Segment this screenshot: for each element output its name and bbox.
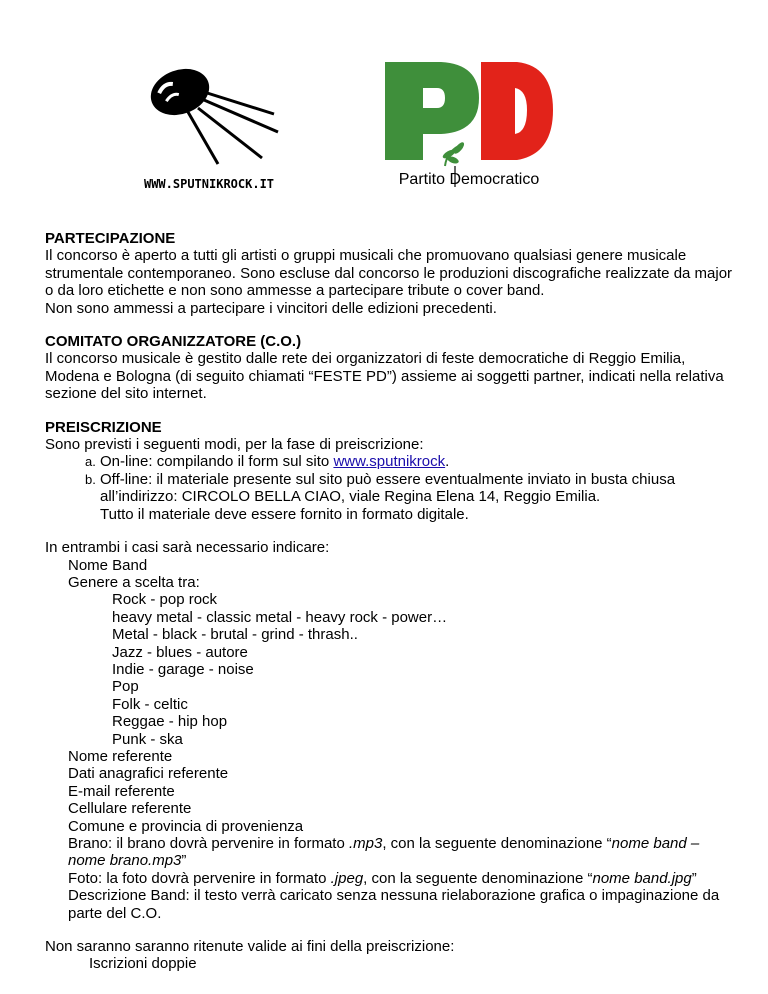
preregistration-heading: PREISCRIZIONE: [45, 418, 162, 436]
online-option-text: On-line: compilando il form sul sito: [100, 453, 334, 471]
sputnik-rock-logo: [134, 52, 284, 200]
list-item: Cellulare referente: [68, 800, 192, 818]
document-body: [45, 230, 735, 989]
committee-section: [45, 333, 735, 403]
invalid-section: [45, 938, 735, 973]
requirements-section: [45, 539, 735, 922]
list-item: Iscrizioni doppie: [89, 955, 197, 973]
genre-item: Jazz - blues - autore: [112, 643, 248, 661]
preregistration-options: [45, 453, 735, 505]
sputnik-logo-text: WWW.SPUTNIKROCK.IT: [143, 177, 275, 191]
track-filename: nome band – nome brano.mp3: [68, 835, 700, 870]
track-requirement: [68, 835, 735, 870]
genre-item: Indie - garage - noise: [112, 660, 254, 678]
list-item: Dati anagrafici referente: [68, 765, 229, 783]
invalid-intro: Non saranno saranno ritenute valide ai fini della preiscrizione:: [45, 938, 455, 956]
genre-list: [68, 591, 735, 748]
requirements-list: [45, 557, 735, 923]
photo-text: ”: [691, 869, 697, 887]
genre-item: Metal - black - brutal - grind - thrash..: [112, 626, 358, 644]
list-item: Genere a scelta tra:: [68, 573, 200, 591]
genre-item: Folk - celtic: [112, 695, 188, 713]
track-text: Brano: il brano dovrà pervenire in formato: [68, 835, 349, 852]
offline-option-text: Off-line: il materiale presente sul sito può essere eventualmente inviato in busta chiusa all’indirizzo: CIRCOLO BELLA CIAO, viale Regina Elena 14, Reggio Emilia.: [100, 470, 676, 506]
partito-democratico-logo: [383, 60, 555, 190]
digital-format-note: Tutto il materiale deve essere fornito in formato digitale.: [100, 505, 469, 523]
participation-exclusion: Non sono ammessi a partecipare i vincitori delle edizioni precedenti.: [45, 299, 497, 317]
sputnikrock-link[interactable]: www.sputnikrock: [333, 453, 446, 471]
list-item: Nome Band: [68, 556, 148, 574]
list-item: [85, 470, 735, 506]
requirements-intro: In entrambi i casi sarà necessario indicare:: [45, 539, 330, 557]
sputnik-satellite-icon: [134, 52, 284, 200]
track-text: ”: [181, 852, 187, 870]
preregistration-section: [45, 419, 735, 523]
list-item: [85, 453, 735, 471]
participation-section: [45, 230, 735, 317]
committee-heading: COMITATO ORGANIZZATORE (C.O.): [45, 333, 302, 351]
list-marker: a.: [85, 454, 96, 470]
preregistration-intro: Sono previsti i seguenti modi, per la fase di preiscrizione:: [45, 436, 424, 454]
genre-item: Rock - pop rock: [112, 591, 218, 609]
list-marker: b.: [85, 471, 96, 487]
participation-heading: PARTECIPAZIONE: [45, 230, 176, 247]
genre-item: heavy metal - classic metal - heavy rock - power…: [112, 608, 448, 626]
description-requirement: Descrizione Band: il testo verrà caricato senza nessuna rielaborazione grafica o impaginazione da parte del C.O.: [68, 887, 720, 922]
photo-text: , con la seguente denominazione “: [363, 869, 593, 887]
list-item: Nome referente: [68, 747, 173, 765]
track-text: , con la seguente denominazione “: [382, 835, 612, 852]
photo-filename: nome band.jpg: [592, 869, 692, 887]
genre-item: Reggae - hip hop: [112, 713, 228, 731]
list-item: Comune e provincia di provenienza: [68, 817, 304, 835]
list-item: E-mail referente: [68, 782, 175, 800]
pd-logo-text: Partito Democratico: [398, 171, 540, 188]
committee-paragraph: Il concorso musicale è gestito dalle rete dei organizzatori di feste democratiche di Reggio Emilia, Modena e Bologna (di seguito chiamati “FESTE PD”) assieme ai soggetti partner, indicati nella relativa sezione del sito internet.: [45, 350, 724, 403]
photo-format: .jpeg: [330, 869, 364, 887]
genre-item: Punk - ska: [112, 730, 183, 748]
genre-item: Pop: [112, 678, 139, 696]
track-format: .mp3: [348, 835, 383, 852]
online-option-end: .: [445, 453, 450, 471]
participation-paragraph: Il concorso è aperto a tutti gli artisti o gruppi musicali che promuovano qualsiasi genere musicale strumentale contemporaneo. Sono escluse dal concorso le produzioni discografiche realizzate da major o da loro etichette e non sono ammesse a partecipare tribute o cover band.: [45, 247, 733, 300]
photo-text: Foto: la foto dovrà pervenire in formato: [68, 869, 331, 887]
photo-requirement: [68, 870, 735, 887]
